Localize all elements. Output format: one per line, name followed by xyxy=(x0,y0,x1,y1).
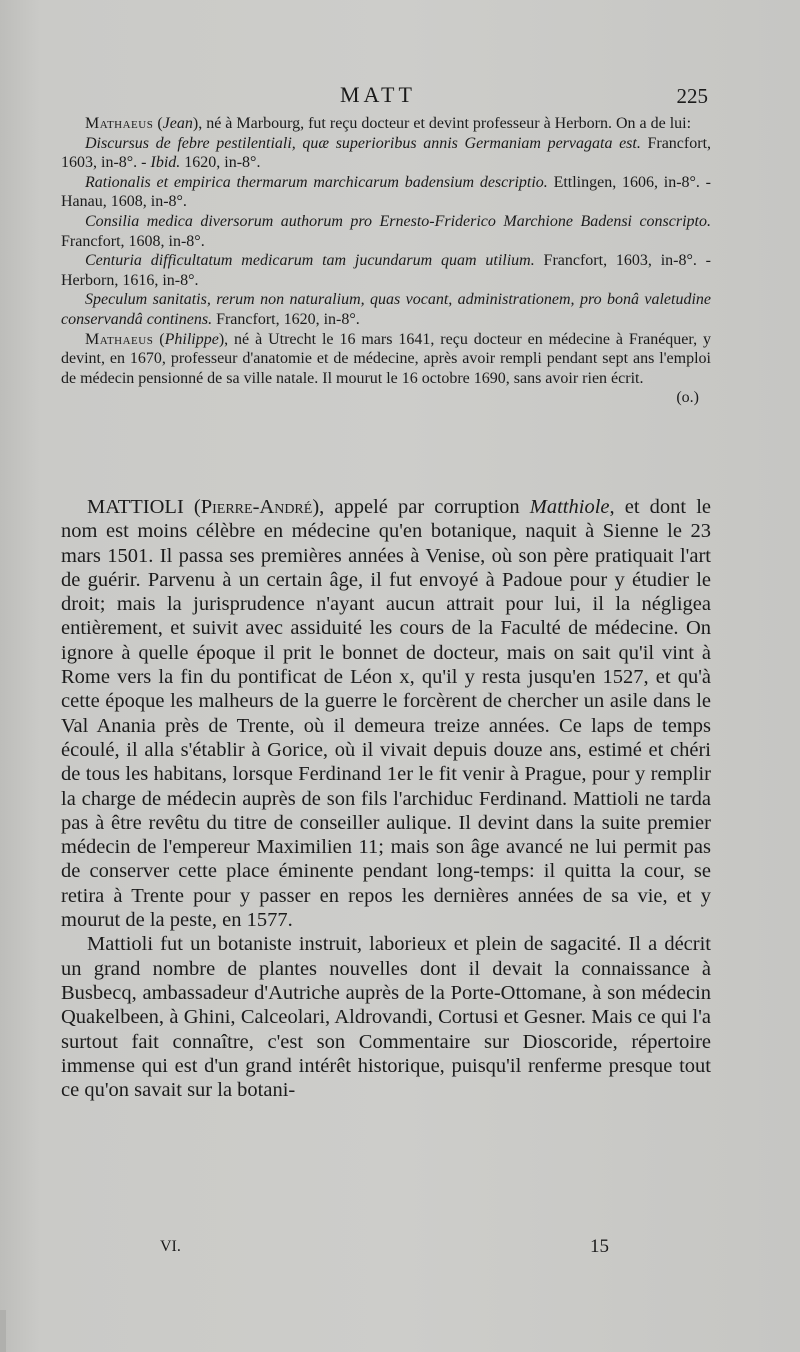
work-details: Francfort, 1620, in-8°. xyxy=(212,310,360,328)
entry-text: ), appelé par corruption xyxy=(312,496,530,518)
entry-text: , et dont le nom est moins célèbre en médecine qu'en botanique, naquit à Sienne le 23 mars 1501. Il passa ses premières années à Venise, où son père pratiquait l'art de guérir. Parvenu à un certain âge, il fut envoyé à Padoue pour y étudier le droit; mais la jurisprudence n'ayant aucun attrait pour lui, il la négligea entièrement, et suivit avec assiduité les cours de la Faculté de médecine. On ignore à quelle époque il prit le bonnet de docteur, mais on sait qu'il vint à Rome vers la fin du pontificat de Léon x, qu'il y resta jusqu'en 1527, et qu'à cette époque les malheurs de la guerre le forcèrent de chercher un asile dans le Val Anania près de Trente, où il demeura treize années. Ce laps de temps écoulé, il alla s'établir à Gorice, où il vivait depuis douze ans, estimé et chéri de tous les habitans, lorsque Ferdinand 1er le fit venir à Prague, pour y remplir la charge de médecin auprès de son fils l'archiduc Ferdinand. Mattioli ne tarda pas à être revêtu du titre de conseiller aulique. Il devint dans la suite premier médecin de l'empereur Maximilien 11; mais son âge avancé ne lui permit pas de conserver cette place éminente pendant long-temps: il quitta la cour, se retira à Trente pour y passer en repos les dernières années de sa vie, et y mourut de la peste, en 1577. xyxy=(61,496,711,932)
entry-mathaeus-philippe: Mathaeus (Philippe), né à Utrecht le 16 mars 1641, reçu docteur en médecine à Franéquer, y devint, en 1670, professeur d'anatomie et de médecine, après avoir rempli pendant sept ans l'emploi de médecin pensionné de sa ville natale. Il mourut le 16 octobre 1690, sans avoir rien écrit. xyxy=(61,330,711,387)
page-header xyxy=(0,82,800,114)
page-number: 225 xyxy=(676,84,708,108)
work-title: Discursus de febre pestilentiali, quæ superioribus annis Germaniam pervagata est. xyxy=(85,134,641,152)
entry-name: MATTIOLI xyxy=(87,496,184,518)
work-title: Consilia medica diversorum authorum pro Ernesto-Friderico Marchione Badensi conscripto. xyxy=(85,212,711,230)
entry-mattioli-block xyxy=(61,495,711,1102)
signature-mark: 15 xyxy=(590,1236,609,1257)
entry-forename: Philippe xyxy=(164,330,219,348)
page-footer xyxy=(0,1238,800,1262)
entry-signature-row xyxy=(61,388,711,408)
work-item xyxy=(61,212,711,251)
work-details: Francfort, 1603, in-8°. - xyxy=(61,134,712,172)
entry-name: Mathaeus xyxy=(85,330,154,348)
work-title: Speculum sanitatis, rerum non naturalium, quas vocant, administrationem, pro bonâ valetudine conservandâ continens. xyxy=(61,291,711,328)
entry-forename: Jean xyxy=(162,115,193,132)
work-ibid: Ibid. xyxy=(150,154,181,172)
running-head: MATT xyxy=(340,82,416,107)
work-details: Ettlingen, 1606, in-8°. - Hanau, 1608, in-8°. xyxy=(61,173,712,211)
work-details: 1620, in-8°. xyxy=(180,154,261,172)
work-details: Francfort, 1608, in-8°. xyxy=(61,232,205,250)
work-details: Francfort, 1603, in-8°. - Herborn, 1616, in-8°. xyxy=(61,252,712,289)
entry-mattioli-paragraph-2: Mattioli fut un botaniste instruit, laborieux et plein de sagacité. Il a décrit un grand nombre de plantes nouvelles dont il devait la connaissance à Busbecq, ambassadeur d'Autriche auprès de la Porte-Ottomane, à son médecin Quakelbeen, à Ghini, Calceolari, Aldrovandi, Cortusi et Gesner. Mais ce qui l'a surtout fait connaître, c'est son Commentaire sur Dioscoride, répertoire immense qui est d'un grand intérêt historique, puisqu'il renferme presque tout ce qu'on savait sur la botani- xyxy=(61,933,711,1102)
page-edge-shadow xyxy=(0,1310,6,1352)
entry-signature: (o.) xyxy=(676,389,699,407)
work-item xyxy=(61,251,711,290)
work-title: Centuria difficultatum medicarum tam jucundarum quam utilium. xyxy=(85,252,535,270)
entry-mattioli-paragraph-1: MATTIOLI (Pierre-André), appelé par corruption Matthiole, et dont le nom est moins célèbre en médecine qu'en botanique, naquit à Sienne le 23 mars 1501. Il passa ses premières années à Venise, où son père pratiquait l'art de guérir. Parvenu à un certain âge, il fut envoyé à Padoue pour y étudier le droit; mais la jurisprudence n'ayant aucun attrait pour lui, il la négligea entièrement, et suivit avec assiduité les cours de la Faculté de médecine. On ignore à quelle époque il prit le bonnet de docteur, mais on sait qu'il vint à Rome vers la fin du pontificat de Léon x, qu'il y resta jusqu'en 1527, et qu'à cette époque les malheurs de la guerre le forcèrent de chercher un asile dans le Val Anania près de Trente, où il demeura treize années. Ce laps de temps écoulé, il alla s'établir à Gorice, où il vivait depuis douze ans, estimé et chéri de tous les habitans, lorsque Ferdinand 1er le fit venir à Prague, pour y remplir la charge de médecin auprès de son fils l'archiduc Ferdinand. Mattioli ne tarda pas à être revêtu du titre de conseiller aulique. Il devint dans la suite premier médecin de l'empereur Maximilien 11; mais son âge avancé ne lui permit pas de conserver cette place éminente pendant long-temps: il quitta la cour, se retira à Trente pour y passer en repos les dernières années de sa vie, et y mourut de la peste, en 1577. xyxy=(61,496,711,932)
volume-number: VI. xyxy=(160,1238,181,1255)
entry-mathaeus-jean: Mathaeus (Jean), né à Marbourg, fut reçu docteur et devint professeur à Herborn. On a de lui: xyxy=(85,115,692,132)
entry-name: Mathaeus xyxy=(85,115,154,132)
work-item xyxy=(61,134,711,173)
entry-forename: Pierre-André xyxy=(200,496,313,518)
entry-text: ), né à Utrecht le 16 mars 1641, reçu docteur en médecine à Franéquer, y devint, en 1670, professeur d'anatomie et de médecine, après avoir rempli pendant sept ans l'emploi de médecin pensionné de sa ville natale. Il mourut le 16 octobre 1690, sans avoir rien écrit. xyxy=(61,330,711,387)
work-item xyxy=(61,173,711,212)
entry-mathaeus-block xyxy=(61,114,711,408)
entry-intro: ), né à Marbourg, fut reçu docteur et devint professeur à Herborn. On a de lui: xyxy=(192,115,692,132)
entry-alt-name: Matthiole xyxy=(529,496,610,518)
work-item xyxy=(61,290,711,329)
work-title: Rationalis et empirica thermarum marchicarum badensium descriptio. xyxy=(85,173,548,191)
